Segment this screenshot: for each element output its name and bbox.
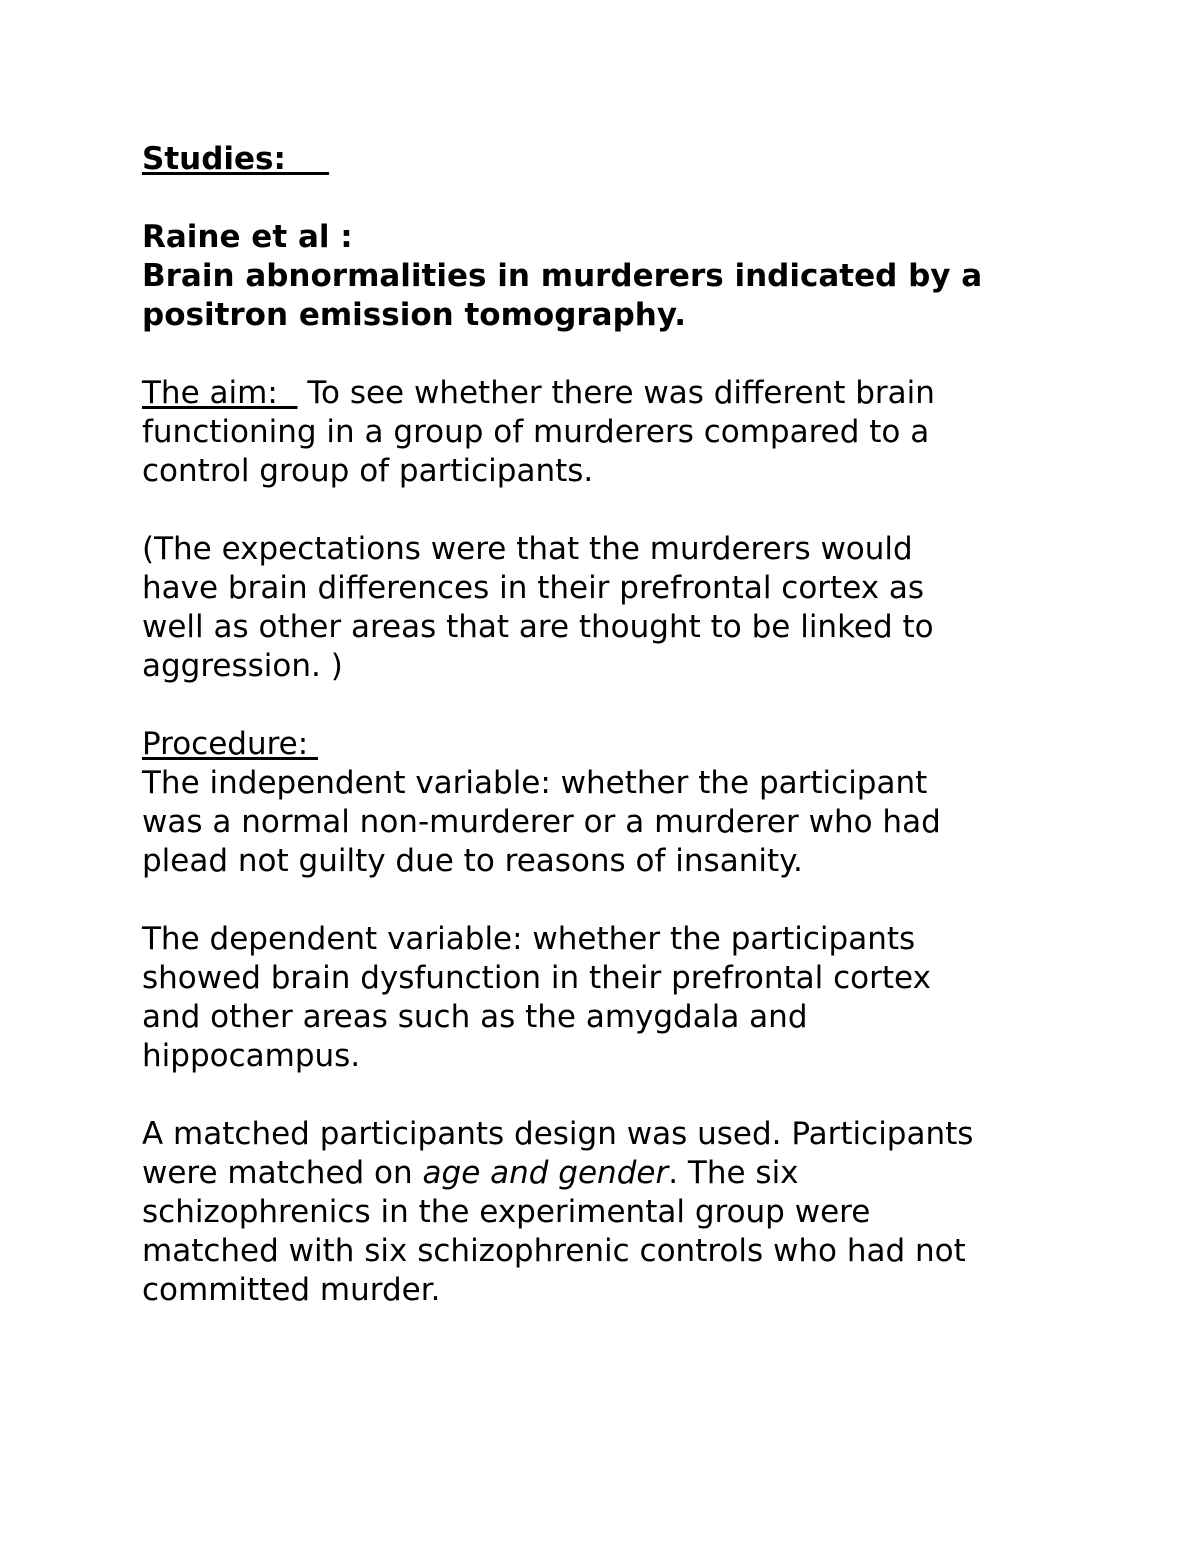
dv-line: hippocampus. (142, 1038, 361, 1074)
design-text: . The six (668, 1155, 799, 1191)
expectations-line: well as other areas that are thought to be linked to (142, 609, 934, 645)
spacer (142, 881, 1072, 920)
design-text: were matched on (142, 1155, 423, 1191)
spacer (142, 1076, 1072, 1115)
study-author: Raine et al : (142, 219, 353, 255)
spacer (142, 491, 1072, 530)
expectations-line: aggression. ) (142, 648, 343, 684)
study-title-line: Brain abnormalities in murderers indicated by a (142, 258, 983, 294)
design-line: matched with six schizophrenic controls who had not (142, 1233, 966, 1269)
spacer (142, 179, 1072, 218)
procedure-heading (142, 725, 1072, 764)
aim-text-line: control group of participants. (142, 453, 594, 489)
document-page (142, 140, 1072, 1310)
section-heading-text: Studies: (142, 141, 330, 177)
design-paragraph (142, 1115, 1072, 1310)
aim-paragraph (142, 374, 1072, 491)
aim-text-line: functioning in a group of murderers compared to a (142, 414, 930, 450)
iv-line: plead not guilty due to reasons of insanity. (142, 843, 803, 879)
study-title (142, 257, 1072, 335)
dv-line: The dependent variable: whether the participants (142, 921, 916, 957)
aim-text: To see whether there was different brain (297, 375, 935, 411)
iv-line: The independent variable: whether the participant (142, 765, 928, 801)
procedure-label: Procedure: (142, 726, 319, 762)
dv-line: showed brain dysfunction in their prefrontal cortex (142, 960, 931, 996)
design-line: committed murder. (142, 1272, 441, 1308)
design-line: schizophrenics in the experimental group were (142, 1194, 871, 1230)
iv-line: was a normal non-murderer or a murderer who had (142, 804, 941, 840)
spacer (142, 686, 1072, 725)
design-italic-text: age and gender (422, 1155, 669, 1191)
design-line: A matched participants design was used. Participants (142, 1116, 974, 1152)
expectations-line: have brain differences in their prefrontal cortex as (142, 570, 925, 606)
expectations-line: (The expectations were that the murderers would (142, 531, 913, 567)
dependent-variable-paragraph (142, 920, 1072, 1076)
section-heading (142, 140, 1072, 179)
spacer (142, 335, 1072, 374)
aim-first-line (142, 374, 1072, 413)
study-title-line: positron emission tomography. (142, 297, 686, 333)
aim-label: The aim: (142, 375, 298, 411)
independent-variable-paragraph (142, 764, 1072, 881)
expectations-paragraph (142, 530, 1072, 686)
design-line-matched (142, 1154, 1072, 1193)
dv-line: and other areas such as the amygdala and (142, 999, 808, 1035)
